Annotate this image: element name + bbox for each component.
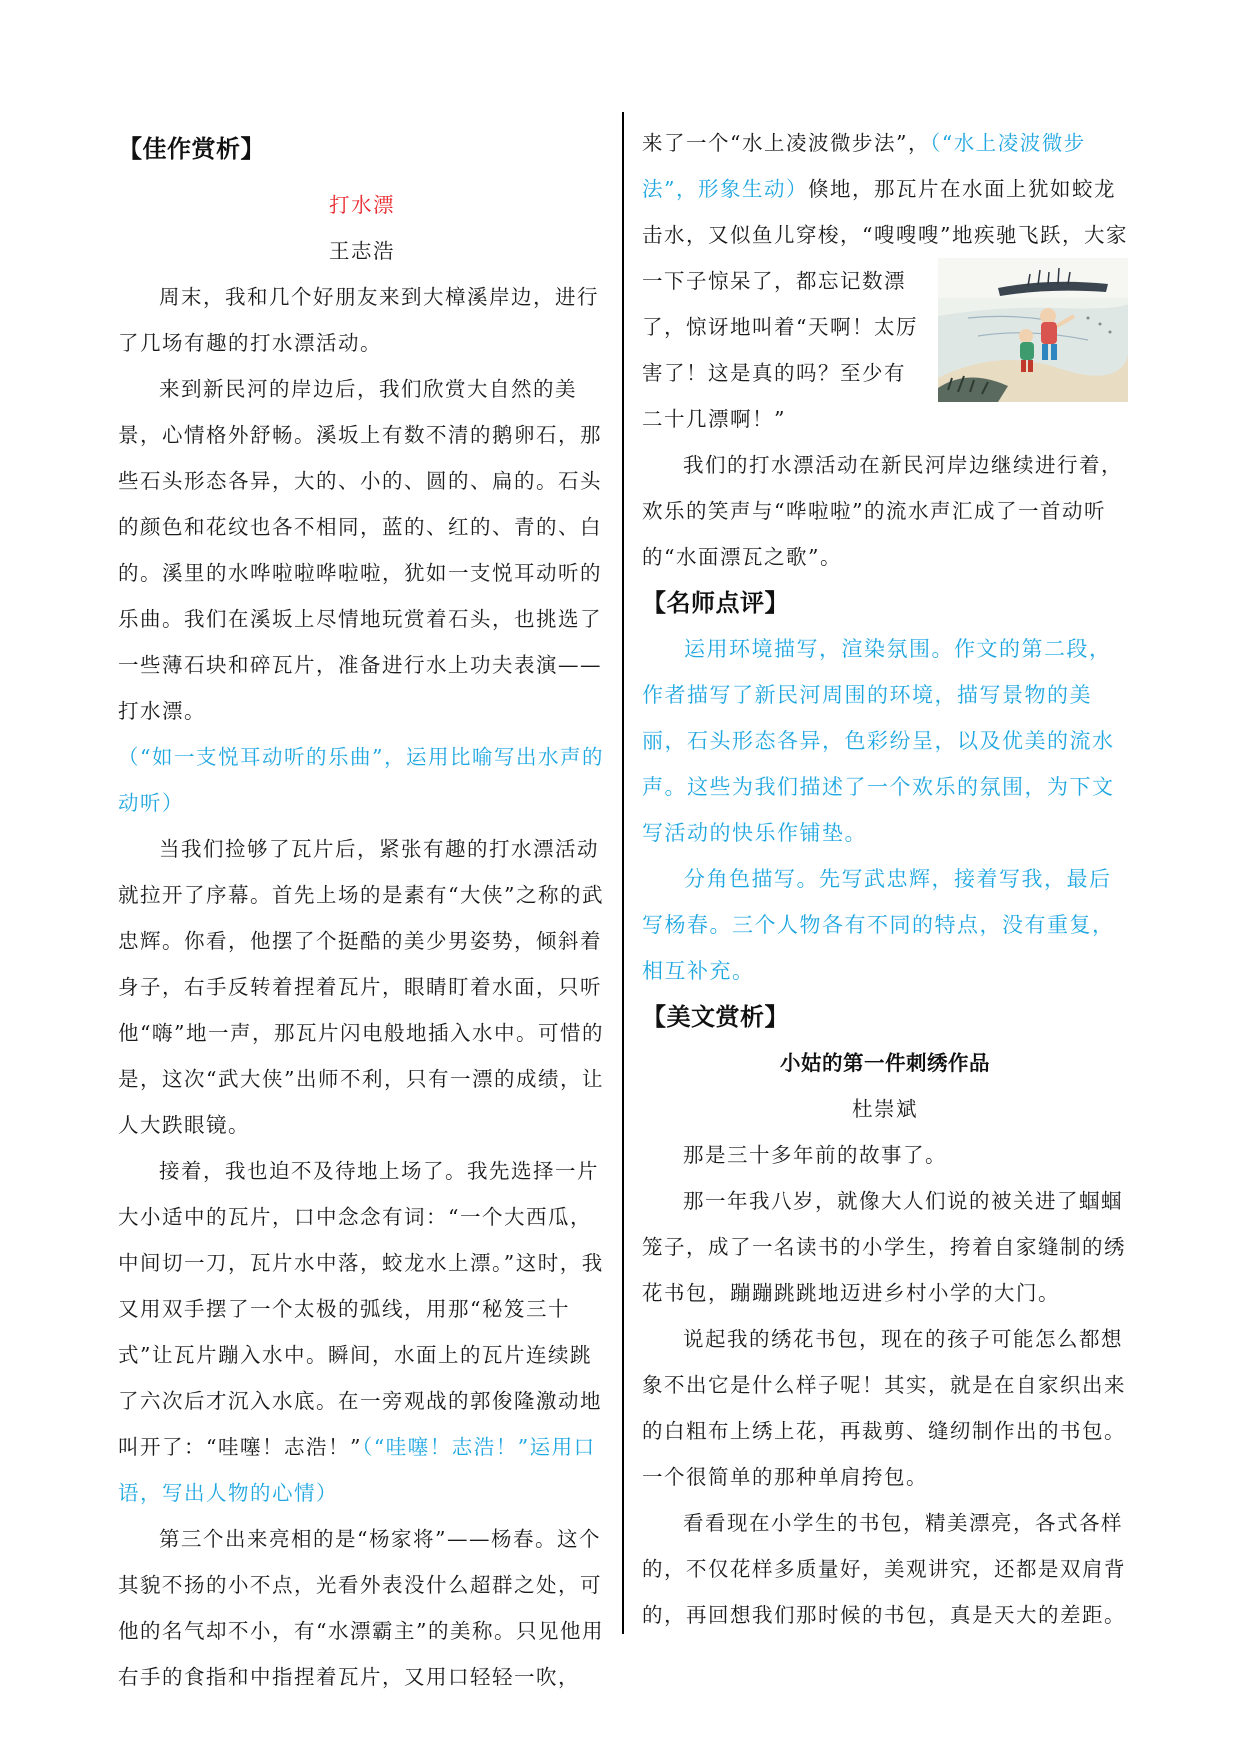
paragraph-5-cont-text-2: 倏地，那瓦片在水面上犹如蛟龙击水，又似鱼儿穿梭，“嗖嗖嗖”地疾驰飞跃，大家一下子惊呆了，都忘记数漂了，惊讶地叫着“天啊！太厉害了！这是真的吗？至少有二十几漂啊！” — [642, 177, 1128, 431]
essay-paragraph-1: 那是三十多年前的故事了。 — [683, 1143, 947, 1167]
review-paragraph-2: 分角色描写。先写武忠辉，接着写我，最后写杨春。三个人物各有不同的特点，没有重复，相互补充。 — [642, 867, 1115, 983]
paragraph-5-cont-text: 来了一个“水上凌波微步法”， — [642, 131, 930, 155]
paragraph-6: 我们的打水漂活动在新民河岸边继续进行着，欢乐的笑声与“哗啦啦”的流水声汇成了一首动听的“水面漂瓦之歌”。 — [642, 453, 1123, 569]
paragraph-4 — [118, 1148, 606, 1516]
paragraph-2: 来到新民河的岸边后，我们欣赏大自然的美景，心情格外舒畅。溪坂上有数不清的鹅卵石，那些石头形态各异，大的、小的、圆的、扁的。石头的颜色和花纹也各不相同，蓝的、红的、青的、白的。溪里的水哗啦啦哗啦啦，犹如一支悦耳动听的乐曲。我们在溪坂上尽情地玩赏着石头，也挑选了一些薄石块和碎瓦片，准备进行水上功夫表演——打水漂。 — [118, 377, 602, 723]
annotation-colloquial: （“哇噻！志浩！”运用口语，写出人物的心情） — [118, 1435, 596, 1505]
essay-author: 杜崇斌 — [852, 1097, 918, 1121]
column-divider — [622, 112, 624, 1634]
annotation-vivid: （“水上凌波微步法”，形象生动） — [642, 131, 1086, 201]
article-title: 打水漂 — [329, 193, 395, 217]
children-skipping-stones-illustration — [938, 258, 1128, 402]
paragraph-5: 第三个出来亮相的是“杨家将”——杨春。这个其貌不扬的小不点，光看外表没什么超群之处，可他的名气却不小，有“水漂霸主”的美称。只见他用右手的食指和中指捏着瓦片，又用口轻轻一吹， — [118, 1527, 604, 1689]
article-author: 王志浩 — [329, 239, 395, 263]
section-heading-essay: 【美文赏析】 — [642, 1003, 789, 1031]
paragraph-3: 当我们捡够了瓦片后，紧张有趣的打水漂活动就拉开了序幕。首先上场的是素有“大侠”之称的武忠辉。你看，他摆了个挺酷的美少男姿势，倾斜着身子，右手反转着捏着瓦片，眼睛盯着水面，只听他“嗨”地一声，那瓦片闪电般地插入水中。可惜的是，这次“武大侠”出师不利，只有一漂的成绩，让人大跌眼镜。 — [118, 837, 604, 1137]
right-column — [642, 120, 1128, 1638]
paragraph-1: 周末，我和几个好朋友来到大樟溪岸边，进行了几场有趣的打水漂活动。 — [118, 285, 599, 355]
section-heading-appreciation: 【佳作赏析】 — [118, 135, 265, 163]
review-paragraph-1: 运用环境描写，渲染氛围。作文的第二段，作者描写了新民河周围的环境，描写景物的美丽，石头形态各异，色彩纷呈，以及优美的流水声。这些为我们描述了一个欢乐的氛围，为下文写活动的快乐作铺垫。 — [642, 637, 1115, 845]
essay-paragraph-4: 看看现在小学生的书包，精美漂亮，各式各样的，不仅花样多质量好，美观讲究，还都是双肩背的，再回想我们那时候的书包，真是天大的差距。 — [642, 1511, 1126, 1627]
section-heading-review: 【名师点评】 — [642, 589, 789, 617]
essay-paragraph-3: 说起我的绣花书包，现在的孩子可能怎么都想象不出它是什么样子呢！其实，就是在自家织出来的白粗布上绣上花，再裁剪、缝纫制作出的书包。一个很简单的那种单肩挎包。 — [642, 1327, 1126, 1489]
left-column — [118, 120, 606, 1700]
paragraph-5-continued — [642, 120, 1128, 442]
essay-title: 小姑的第一件刺绣作品 — [780, 1051, 990, 1075]
essay-paragraph-2: 那一年我八岁，就像大人们说的被关进了蝈蝈笼子，成了一名读书的小学生，挎着自家缝制的绣花书包，蹦蹦跳跳地迈进乡村小学的大门。 — [642, 1189, 1126, 1305]
annotation-simile: （“如一支悦耳动听的乐曲”，运用比喻写出水声的动听） — [118, 745, 604, 815]
paragraph-4-text: 接着，我也迫不及待地上场了。我先选择一片大小适中的瓦片，口中念念有词：“一个大西瓜，中间切一刀，瓦片水中落，蛟龙水上漂。”这时，我又用双手摆了一个太极的弧线，用那“秘笈三十式”让瓦片蹦入水中。瞬间，水面上的瓦片连续跳了六次后才沉入水底。在一旁观战的郭俊隆激动地叫开了：“哇噻！志浩！” — [118, 1159, 604, 1459]
